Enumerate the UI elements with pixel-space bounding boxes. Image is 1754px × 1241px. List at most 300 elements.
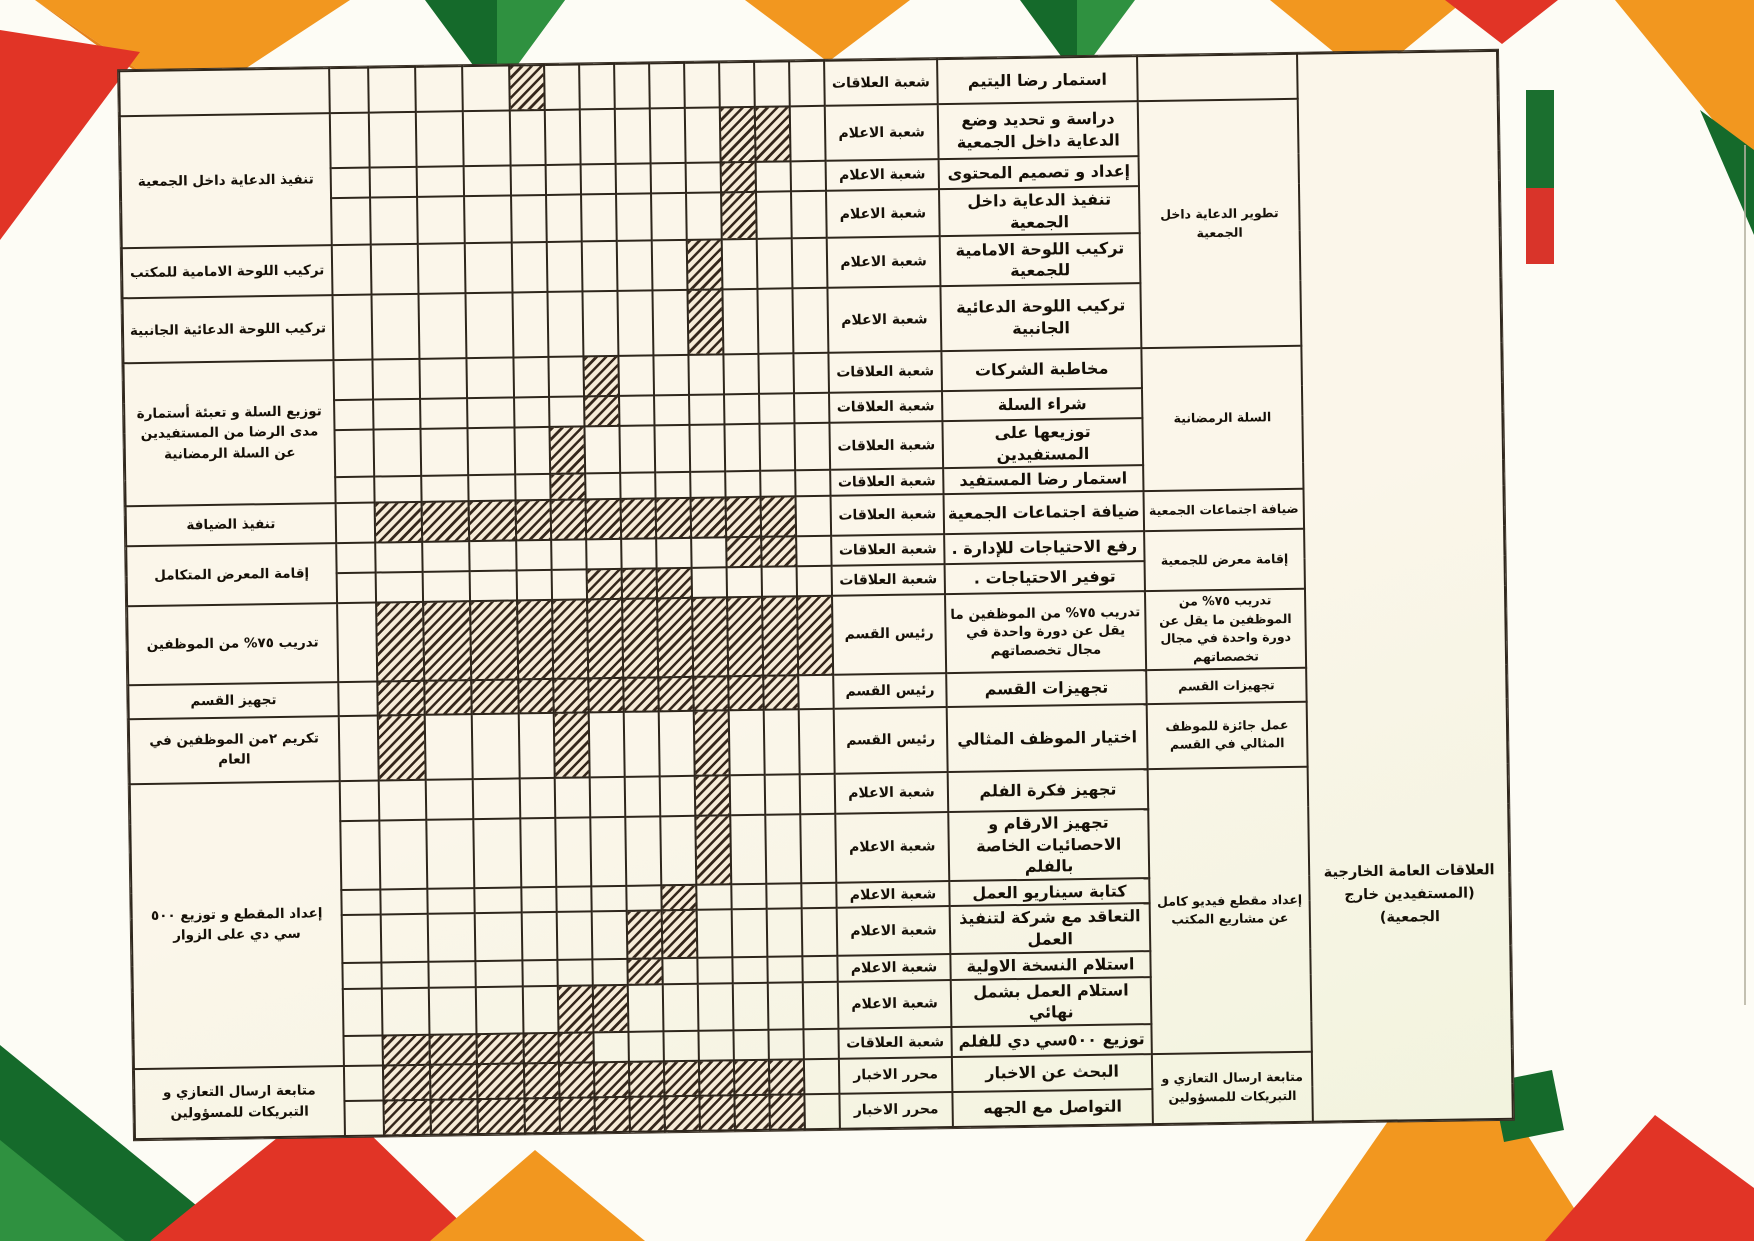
schedule-cell [756,191,792,239]
schedule-cell [614,63,650,109]
schedule-cell [475,913,523,961]
hatched-schedule-cell [769,1059,805,1095]
schedule-cell [372,359,420,400]
schedule-cell [625,816,661,885]
hatched-schedule-cell [559,1097,595,1133]
schedule-cell [420,428,468,476]
hatched-schedule-cell [726,497,762,538]
schedule-cell [464,165,511,196]
schedule-cell [511,165,546,196]
schedule-cell [617,241,653,292]
schedule-cell [557,912,593,960]
responsible-cell: شعبة العلاقات [829,391,942,423]
schedule-cell [517,570,552,601]
triangle-decoration [1445,0,1558,44]
note-cell: تنفيذ الدعاية داخل الجمعية [120,113,332,248]
hatched-schedule-cell [558,1032,593,1063]
schedule-cell [723,354,759,395]
schedule-cell [725,471,760,497]
hatched-schedule-cell [471,679,518,714]
responsible-cell: شعبة الاعلام [838,980,952,1029]
schedule-cell [426,819,474,888]
schedule-cell [652,240,688,291]
schedule-cell [802,955,837,982]
schedule-cell [791,161,826,192]
task-cell: استلام النسخة الاولية [950,951,1150,980]
responsible-cell: رئيس القسم [834,707,948,774]
schedule-cell [654,395,689,426]
hatched-schedule-cell [720,107,756,163]
hatched-schedule-cell [687,290,723,356]
schedule-cell [551,539,586,570]
task-cell: توفير الاحتياجات . [945,561,1145,594]
schedule-cell [376,572,423,603]
task-cell: تجهيزات القسم [946,670,1146,707]
task-cell: تنفيذ الدعاية داخل الجمعية [939,186,1140,236]
hatched-schedule-cell [469,500,517,541]
hatched-schedule-cell [656,498,692,539]
schedule-cell [342,962,381,989]
schedule-cell [802,908,838,956]
hatched-schedule-cell [523,1033,558,1064]
task-cell: كتابة سيناريو العمل [949,878,1149,907]
hatched-schedule-cell [586,499,622,540]
schedule-cell [514,427,550,475]
schedule-cell [423,571,470,602]
schedule-cell [472,713,520,779]
hatched-schedule-cell [524,1063,560,1099]
schedule-cell [511,195,547,243]
schedule-cell [626,885,661,911]
schedule-cell [470,570,517,601]
schedule-cell [698,983,734,1031]
schedule-cell [419,358,467,399]
category-cell: إقامة معرض للجمعية [1144,529,1305,591]
schedule-cell [512,292,548,358]
schedule-cell [590,817,626,886]
schedule-cell [420,398,467,429]
schedule-cell [767,956,802,983]
schedule-cell [428,913,476,961]
schedule-cell [344,1100,384,1136]
schedule-cell [581,194,617,242]
responsible-cell: شعبة العلاقات [832,564,945,596]
schedule-cell [591,886,626,912]
schedule-cell [370,197,418,245]
hatched-schedule-cell [657,568,692,599]
hatched-schedule-cell [583,356,619,397]
schedule-cell [340,780,380,821]
hatched-schedule-cell [721,162,756,193]
responsible-cell: شعبة العلاقات [824,59,938,106]
schedule-cell [621,538,656,569]
task-cell: التواصل مع الجهه [952,1089,1152,1127]
hatched-schedule-cell [470,600,518,680]
hatched-schedule-cell [509,65,545,111]
task-cell: تجهيز فكرة الفلم [948,769,1149,812]
hatched-schedule-cell [584,396,619,427]
category-cell: تدريب ٧٥% من الموظفين ما يقل عن دورة واحدة في مجال تخصصاتهم [1145,589,1306,670]
hatched-schedule-cell [376,602,424,682]
schedule-cell [473,778,521,819]
task-cell: استمار رضا اليتيم [937,56,1138,104]
schedule-cell [803,981,839,1029]
hatched-schedule-cell [658,677,694,712]
schedule-cell [698,1030,733,1061]
schedule-cell [696,884,731,910]
note-cell: توزيع السلة و تعبئة أستمارة مدى الرضا من المستفيدين عن السلة الرمضانية [123,360,335,506]
hatched-schedule-cell [558,985,594,1033]
schedule-cell [767,909,803,957]
schedule-cell [476,986,524,1034]
schedule-cell [759,423,795,471]
note-cell [119,68,330,116]
task-cell: توزيع ٥٠٠سي دي للفلم [951,1024,1151,1057]
schedule-cell [381,961,428,988]
schedule-cell [800,774,836,815]
schedule-cell [467,398,514,429]
schedule-cell [692,567,727,598]
schedule-cell [417,196,465,244]
responsible-cell: شعبة الاعلام [827,236,941,288]
hatched-schedule-cell [430,1099,478,1135]
schedule-cell [338,681,378,716]
task-cell: تركيب اللوحة الدعائية الجانبية [940,283,1141,351]
schedule-cell [697,957,732,984]
note-cell: تجهيز القسم [128,682,338,719]
schedule-cell [616,163,651,194]
schedule-cell [335,477,374,503]
schedule-cell [552,569,587,600]
category-cell: تجهيزات القسم [1146,668,1306,704]
hatched-schedule-cell [762,596,798,676]
schedule-cell [379,780,427,821]
schedule-cell [463,110,511,166]
schedule-cell [689,395,724,426]
schedule-cell [768,982,804,1030]
schedule-cell [792,238,828,289]
schedule-cell [650,108,686,164]
schedule-cell [520,818,556,887]
hatched-schedule-cell [524,1098,560,1134]
schedule-cell [585,473,620,499]
work-plan-sheet [118,50,1514,1140]
schedule-cell [426,779,474,820]
responsible-cell: شعبة الاعلام [837,906,951,955]
schedule-cell [380,889,427,915]
category-cell: متابعة ارسال التعازي و التبريكات للمسؤولين [1152,1051,1313,1123]
schedule-cell [760,471,795,497]
hatched-schedule-cell [693,676,729,711]
schedule-cell [732,909,768,957]
schedule-cell [546,164,581,195]
hatched-schedule-cell [517,600,553,680]
hatched-schedule-cell [549,427,585,475]
task-cell: تجهيز الارقام و الاحصائيات الخاصة بالفلم [948,809,1149,881]
responsible-cell: شعبة الاعلام [835,772,949,814]
hatched-schedule-cell [377,681,424,716]
task-cell: اختيار الموظف المثالي [947,704,1148,772]
schedule-cell [343,1035,382,1066]
schedule-cell [757,239,793,290]
task-cell: استمار رضا المستفيد [943,466,1143,495]
schedule-cell [556,886,591,912]
schedule-cell [421,476,468,502]
scan-edge-artifact [1744,145,1746,1005]
schedule-cell [762,566,797,597]
hatched-schedule-cell [769,1094,805,1130]
schedule-cell [803,1028,838,1059]
hatched-schedule-cell [797,596,833,676]
schedule-cell [418,243,466,294]
task-cell: استلام العمل بشمل نهائي [951,977,1152,1027]
schedule-cell [333,360,373,401]
schedule-cell [794,423,830,471]
schedule-cell [589,712,625,778]
category-cell: ضيافة اجتماعات الجمعية [1143,489,1304,531]
schedule-cell [618,356,654,397]
schedule-cell [727,567,762,598]
responsible-cell: شعبة العلاقات [831,494,945,536]
hatched-schedule-cell [551,499,587,540]
hatched-schedule-cell [375,502,423,543]
schedule-cell [766,883,801,909]
schedule-cell [663,1031,698,1062]
hatched-schedule-cell [622,568,657,599]
schedule-cell [415,66,463,112]
schedule-cell [547,292,583,358]
schedule-cell [719,62,755,108]
responsible-cell: شعبة الاعلام [825,104,939,161]
schedule-cell [340,820,380,889]
hatched-schedule-cell [422,501,470,542]
schedule-cell [804,1058,840,1094]
schedule-cell [590,777,626,818]
hatched-schedule-cell [621,498,657,539]
responsible-cell: شعبة الاعلام [827,286,941,353]
schedule-cell [793,353,829,394]
schedule-cell [768,1029,803,1060]
schedule-cell [584,426,620,474]
schedule-cell [581,164,616,195]
hatched-schedule-cell [594,1097,630,1133]
task-cell: تدريب ٧٥% من الموظفين ما يقل عن دورة واحدة في مجال تخصصاتهم [945,591,1146,673]
schedule-cell [691,537,726,568]
schedule-cell [510,110,546,166]
hatched-schedule-cell [687,240,723,291]
schedule-cell [342,915,382,963]
note-cell: متابعة ارسال التعازي و التبريكات للمسؤولين [134,1066,345,1139]
schedule-cell [758,353,794,394]
schedule-cell [521,887,556,913]
hatched-schedule-cell [594,1062,630,1098]
task-cell: توزيعها على المستفيدين [942,418,1143,468]
schedule-cell [724,424,760,472]
hatched-schedule-cell [430,1064,478,1100]
schedule-cell [519,713,555,779]
task-cell: التعاقد مع شركة لتنفيذ العمل [950,903,1151,953]
hatched-schedule-cell [695,775,731,816]
hatched-schedule-cell [763,675,799,710]
schedule-cell [660,776,696,817]
schedule-cell [794,393,829,424]
hatched-schedule-cell [623,677,659,712]
schedule-cell [799,709,835,775]
responsible-cell: رئيس القسم [833,673,946,709]
note-cell: تكريم ٢من الموظفين في العام [129,716,340,784]
responsible-cell: شعبة الاعلام [826,159,939,191]
edge-strip [1526,188,1554,264]
schedule-cell [469,540,516,571]
responsible-cell: محرر الاخبار [839,1092,953,1129]
schedule-cell [368,67,416,113]
schedule-cell [731,884,766,910]
schedule-cell [804,1093,840,1129]
schedule-cell [465,293,513,359]
schedule-cell [582,291,618,357]
hatched-schedule-cell [587,599,623,679]
schedule-cell [765,774,801,815]
category-cell: تطوير الدعاية داخل الجمعية [1138,99,1302,349]
schedule-cell [473,818,521,887]
schedule-cell [544,64,580,110]
schedule-cell [797,566,832,597]
schedule-cell [757,289,793,355]
schedule-cell [548,357,584,398]
schedule-cell [382,987,430,1035]
schedule-cell [513,357,549,398]
schedule-cell [686,162,721,193]
schedule-cell [697,910,733,958]
hatched-schedule-cell [627,958,662,985]
hatched-schedule-cell [516,500,552,541]
schedule-cell [331,198,371,246]
hatched-schedule-cell [477,1098,525,1134]
hatched-schedule-cell [694,710,730,776]
schedule-cell [332,245,372,296]
schedule-cell [724,394,759,425]
schedule-cell [759,393,794,424]
responsible-cell: رئيس القسم [832,594,946,675]
schedule-cell [343,988,383,1036]
schedule-cell [619,396,654,427]
hatched-schedule-cell [728,676,764,711]
hatched-schedule-cell [627,911,663,959]
schedule-cell [331,168,370,199]
schedule-cell [655,472,690,498]
triangle-decoration [1545,1115,1754,1241]
hatched-schedule-cell [727,597,763,677]
schedule-cell [800,814,836,883]
schedule-cell [373,399,420,430]
responsible-cell: محرر الاخبار [839,1057,953,1094]
hatched-schedule-cell [664,1096,700,1132]
schedule-cell [428,961,475,988]
task-cell: رفع الاحتياجات للإدارة . [944,531,1144,564]
schedule-cell [792,288,828,354]
schedule-cell [522,959,557,986]
responsible-cell: شعبة العلاقات [831,534,944,566]
task-cell: تركيب اللوحة الامامية للجمعية [940,233,1141,286]
responsible-cell: شعبة العلاقات [838,1027,951,1059]
schedule-cell [659,711,695,777]
schedule-cell [688,355,724,396]
schedule-cell [756,161,791,192]
schedule-cell [617,291,653,357]
note-cell: إقامة المعرض المتكامل [126,543,337,606]
hatched-schedule-cell [692,597,728,677]
schedule-cell [557,959,592,986]
hatched-schedule-cell [629,1096,665,1132]
schedule-cell [722,289,758,355]
schedule-cell [624,711,660,777]
schedule-cell [690,472,725,498]
hatched-schedule-cell [378,715,426,781]
note-cell: تنفيذ الضيافة [126,503,337,546]
schedule-cell [515,474,550,500]
hatched-schedule-cell [622,598,658,678]
hatched-schedule-cell [476,1033,523,1064]
schedule-cell [467,428,515,476]
schedule-cell [379,820,427,889]
schedule-cell [789,61,825,107]
schedule-cell [512,242,548,293]
schedule-cell [662,957,697,984]
hatched-schedule-cell [755,106,791,162]
schedule-cell [651,163,686,194]
schedule-cell [765,814,801,883]
schedule-cell [798,675,834,710]
schedule-cell [730,815,766,884]
schedule-cell [462,65,510,111]
schedule-cell [579,64,615,110]
hatched-schedule-cell [761,536,796,567]
schedule-cell [592,911,628,959]
schedule-cell [733,1029,768,1060]
hatched-schedule-cell [559,1062,595,1098]
schedule-cell [796,496,832,537]
schedule-cell [663,983,699,1031]
hatched-schedule-cell [593,984,629,1032]
schedule-cell [764,709,800,775]
hatched-schedule-cell [424,680,471,715]
schedule-cell [474,887,521,913]
hatched-schedule-cell [587,569,622,600]
schedule-cell [516,540,551,571]
task-cell: البحث عن الاخبار [952,1054,1152,1092]
schedule-cell [371,294,419,360]
schedule-cell [466,358,514,399]
hatched-schedule-cell [734,1059,770,1095]
schedule-cell [729,710,765,776]
schedule-cell [733,982,769,1030]
hatched-schedule-cell [429,1034,476,1065]
schedule-cell [586,539,621,570]
schedule-cell [796,536,831,567]
schedule-cell [615,108,651,164]
task-cell: إعداد و تصميم المحتوى [939,156,1139,189]
responsible-cell: شعبة العلاقات [828,351,942,393]
schedule-cell [616,193,652,241]
schedule-cell [790,106,826,162]
schedule-cell [337,602,377,682]
hatched-schedule-cell [588,678,624,713]
hatched-schedule-cell [657,598,693,678]
schedule-cell [593,1032,628,1063]
schedule-cell [619,426,655,474]
hatched-schedule-cell [477,1063,525,1099]
schedule-cell [417,166,464,197]
